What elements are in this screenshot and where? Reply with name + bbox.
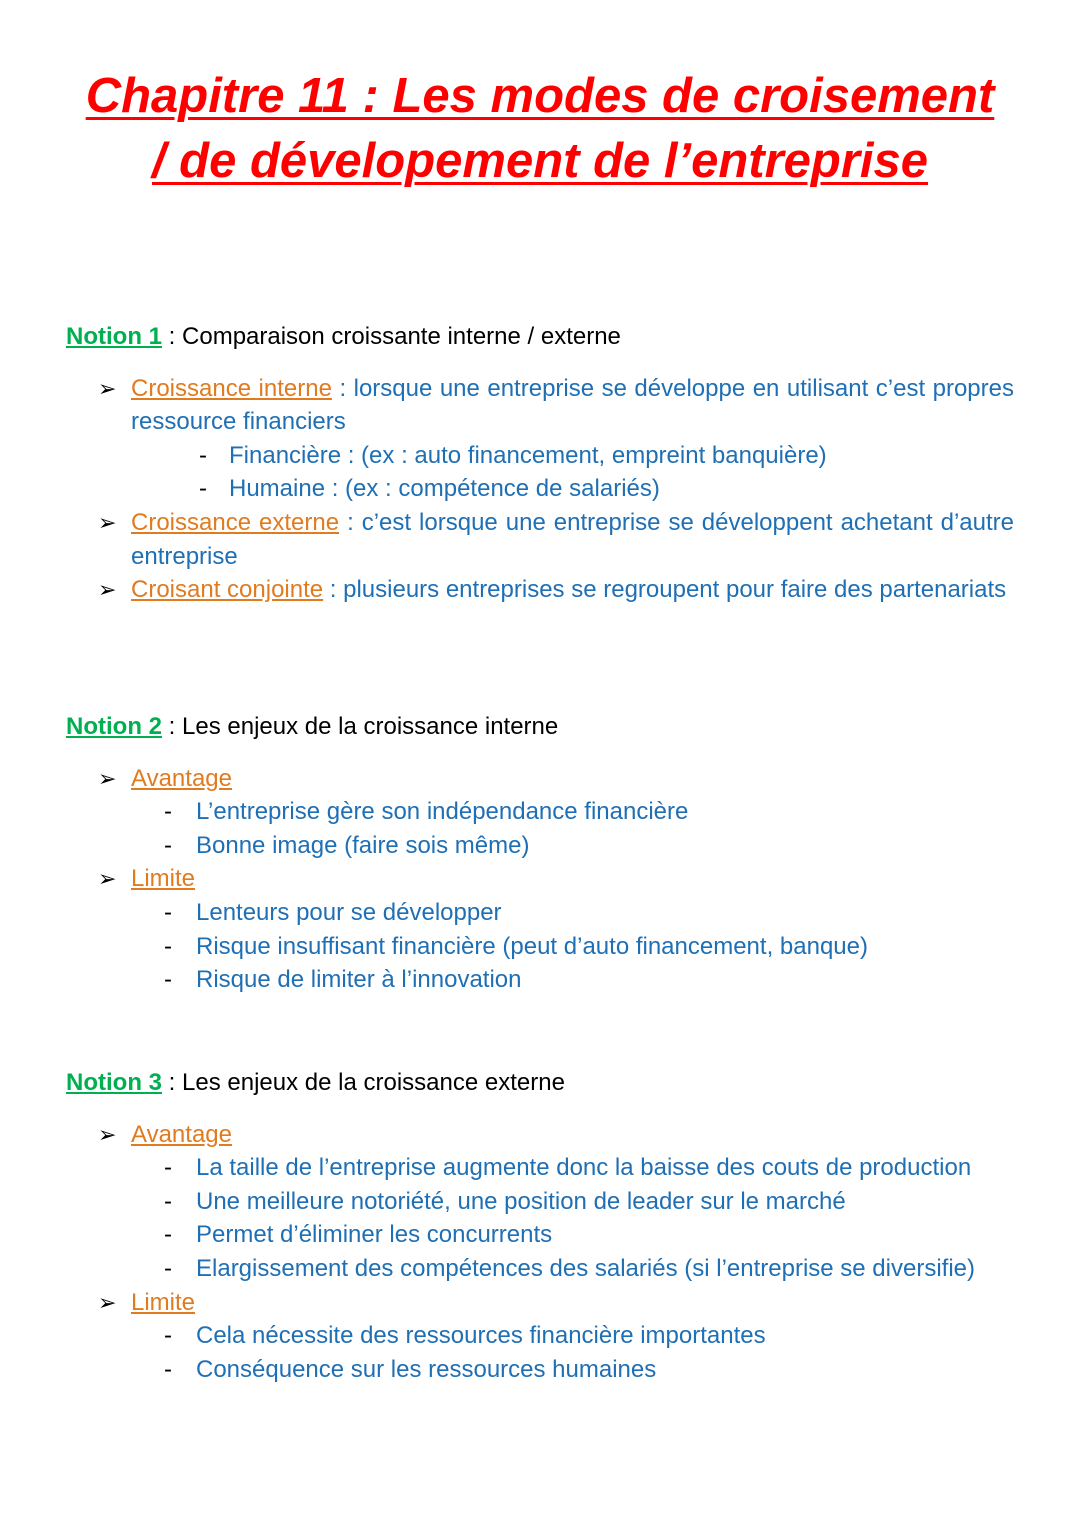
notion-heading — [66, 1066, 1014, 1100]
sub-item — [66, 1151, 1014, 1185]
bullet-text: : lorsque une entreprise se développe en utilisant c’est propres ressource financiers — [131, 374, 1014, 436]
notion-1-section — [66, 320, 1014, 607]
bullet-item — [66, 762, 1014, 796]
arrow-bullet-icon: ➢ — [98, 375, 117, 401]
bullet-item — [66, 1118, 1014, 1152]
bullet-term: Croisant conjointe — [131, 576, 324, 604]
dash-bullet-icon: - — [199, 475, 207, 503]
notion-heading-text: Comparaison croissante interne / externe — [182, 323, 621, 350]
bullet-term: Croissance interne — [131, 374, 332, 402]
bullet-term: Avantage — [131, 1120, 232, 1148]
bullet-term: Croissance externe — [131, 508, 340, 536]
notion-label: Notion 3 — [66, 1069, 162, 1096]
sub-item-text: Risque de limiter à l’innovation — [196, 966, 522, 994]
notion-heading — [66, 320, 1014, 354]
notion-2-section — [66, 710, 1014, 997]
dash-bullet-icon: - — [164, 1187, 172, 1215]
notion-label: Notion 2 — [66, 713, 162, 740]
bullet-item — [66, 573, 1014, 607]
dash-bullet-icon: - — [164, 1254, 172, 1282]
dash-bullet-icon: - — [164, 1221, 172, 1249]
dash-bullet-icon: - — [164, 1322, 172, 1350]
sub-item-text: Risque insuffisant financière (peut d’auto financement, banque) — [196, 932, 868, 960]
sub-item — [66, 472, 1014, 506]
notion-heading-text: Les enjeux de la croissance interne — [182, 713, 559, 740]
sub-item-text: Lenteurs pour se développer — [196, 898, 502, 926]
sub-item-text: Financière : (ex : auto financement, empreint banquière) — [229, 441, 827, 469]
dash-bullet-icon: - — [164, 831, 172, 859]
sub-item — [66, 795, 1014, 829]
notion-separator: : — [162, 1069, 183, 1096]
dash-bullet-icon: - — [199, 441, 207, 469]
sub-item — [66, 1319, 1014, 1353]
sub-item — [66, 439, 1014, 473]
bullet-item — [66, 1286, 1014, 1320]
bullet-item — [66, 506, 1014, 573]
bullet-term: Limite — [131, 865, 196, 893]
dash-bullet-icon: - — [164, 1154, 172, 1182]
sub-item — [66, 829, 1014, 863]
bullet-text: : plusieurs entreprises se regroupent pour faire des partenariats — [323, 576, 1007, 604]
arrow-bullet-icon: ➢ — [98, 765, 117, 791]
sub-item — [66, 1353, 1014, 1387]
notion-separator: : — [162, 713, 183, 740]
sub-item-text: Bonne image (faire sois même) — [196, 831, 530, 859]
sub-item-text: Conséquence sur les ressources humaines — [196, 1355, 657, 1383]
notion-heading — [66, 710, 1014, 744]
arrow-bullet-icon: ➢ — [98, 866, 117, 892]
sub-item-text: L’entreprise gère son indépendance financière — [196, 798, 689, 826]
sub-item-text: La taille de l’entreprise augmente donc la baisse des couts de production — [196, 1154, 972, 1182]
dash-bullet-icon: - — [164, 898, 172, 926]
sub-item-text: Humaine : (ex : compétence de salariés) — [229, 475, 660, 503]
bullet-item — [66, 372, 1014, 439]
dash-bullet-icon: - — [164, 1355, 172, 1383]
dash-bullet-icon: - — [164, 798, 172, 826]
sub-item-text: Cela nécessite des ressources financière importantes — [196, 1322, 766, 1350]
bullet-term: Avantage — [131, 764, 232, 792]
notion-3-section — [66, 1066, 1014, 1386]
arrow-bullet-icon: ➢ — [98, 1121, 117, 1147]
bullet-term: Limite — [131, 1288, 196, 1316]
dash-bullet-icon: - — [164, 932, 172, 960]
sub-item — [66, 896, 1014, 930]
arrow-bullet-icon: ➢ — [98, 577, 117, 603]
notion-label: Notion 1 — [66, 323, 162, 350]
arrow-bullet-icon: ➢ — [98, 1289, 117, 1315]
notion-separator: : — [162, 323, 183, 350]
sub-item — [66, 963, 1014, 997]
sub-item — [66, 930, 1014, 964]
sub-item-text: Une meilleure notoriété, une position de leader sur le marché — [196, 1187, 846, 1215]
arrow-bullet-icon: ➢ — [98, 509, 117, 535]
sub-item — [66, 1252, 1014, 1286]
bullet-text: : c’est lorsque une entreprise se développent achetant d’autre entreprise — [131, 508, 1015, 570]
page-title: Chapitre 11 : Les modes de croisement / de dévelopement de l’entreprise — [85, 69, 995, 188]
notion-heading-text: Les enjeux de la croissance externe — [182, 1069, 565, 1096]
sub-item — [66, 1218, 1014, 1252]
sub-item — [66, 1185, 1014, 1219]
bullet-item — [66, 862, 1014, 896]
sub-item-text: Permet d’éliminer les concurrents — [196, 1221, 553, 1249]
sub-item-text: Elargissement des compétences des salariés (si l’entreprise se diversifie) — [196, 1254, 975, 1282]
dash-bullet-icon: - — [164, 966, 172, 994]
